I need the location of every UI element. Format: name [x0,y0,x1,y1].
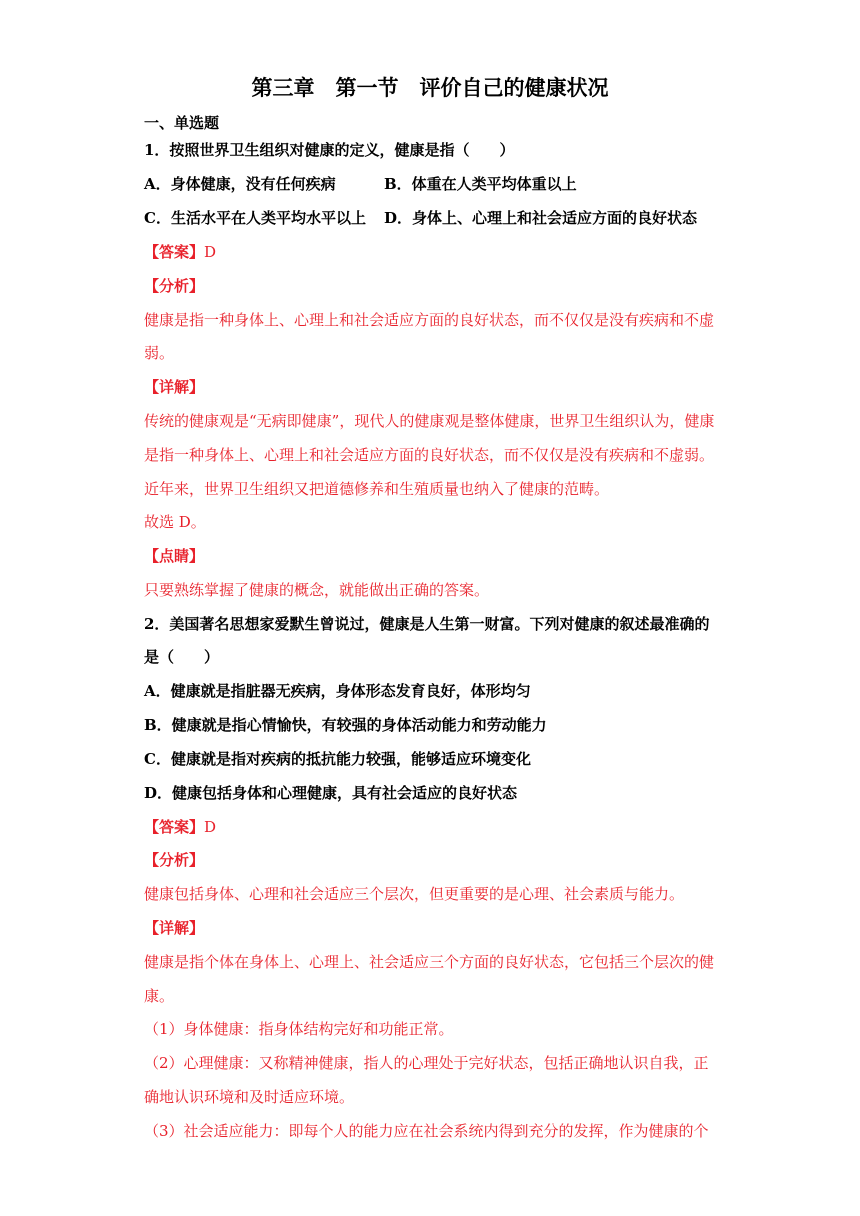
q2-point-3: （3）社会适应能力：即每个人的能力应在社会系统内得到充分的发挥，作为健康的个 [144,1122,709,1140]
q1-option-d: D．身体上、心理上和社会适应方面的良好状态 [384,209,698,227]
q1-option-c: C．生活水平在人类平均水平以上 [144,209,366,227]
q2-detail-line-1: 健康是指个体在身体上、心理上、社会适应三个方面的良好状态，它包括三个层次的健 [144,953,715,971]
q1-analysis-line-2: 弱。 [144,344,175,362]
q2-answer-value: D [204,818,217,836]
q1-detail-line-2: 是指一种身体上、心理上和社会适应方面的良好状态，而不仅仅是没有疾病和不虚弱。 [144,446,715,464]
q1-answer [144,241,724,263]
q2-point-1: （1）身体健康：指身体结构完好和功能正常。 [144,1020,454,1038]
q2-answer [144,816,724,838]
q1-stem: 1．按照世界卫生组织对健康的定义，健康是指（ ） [144,141,515,159]
q1-option-a: A．身体健康，没有任何疾病 [144,175,336,193]
q1-option-b: B．体重在人类平均体重以上 [384,175,577,193]
q2-option-d: D．健康包括身体和心理健康，具有社会适应的良好状态 [144,784,518,802]
q1-answer-value: D [204,243,217,261]
q2-detail-tag: 【详解】 [144,919,205,937]
q1-analysis-tag: 【分析】 [144,277,205,295]
q2-point-2-line-1: （2）心理健康：又称精神健康，指人的心理处于完好状态，包括正确地认识自我，正 [144,1054,709,1072]
q2-stem-line-2: 是（ ） [144,648,220,666]
q2-point-2-line-2: 确地认识环境和及时适应环境。 [144,1088,355,1106]
q2-analysis-tag: 【分析】 [144,851,205,869]
q2-stem-line-1: 2．美国著名思想家爱默生曾说过，健康是人生第一财富。下列对健康的叙述最准确的 [144,615,710,633]
q2-option-a: A．健康就是指脏器无疾病，身体形态发育良好，体形均匀 [144,682,531,700]
q1-comment: 只要熟练掌握了健康的概念，就能做出正确的答案。 [144,581,490,599]
q1-analysis-line-1: 健康是指一种身体上、心理上和社会适应方面的良好状态，而不仅仅是没有疾病和不虚 [144,311,715,329]
q2-option-b: B．健康就是指心情愉快，有较强的身体活动能力和劳动能力 [144,716,547,734]
q2-answer-tag: 【答案】 [144,818,205,836]
q1-options-row-1 [144,173,724,195]
q1-answer-tag: 【答案】 [144,243,205,261]
q2-analysis-line-1: 健康包括身体、心理和社会适应三个层次，但更重要的是心理、社会素质与能力。 [144,885,685,903]
q1-comment-tag: 【点睛】 [144,547,205,565]
q1-detail-line-3: 近年来，世界卫生组织又把道德修养和生殖质量也纳入了健康的范畴。 [144,480,610,498]
q1-detail-line-1: 传统的健康观是“无病即健康”，现代人的健康观是整体健康，世界卫生组织认为，健康 [144,412,715,430]
q2-detail-line-2: 康。 [144,987,175,1005]
q1-options-row-2 [144,207,724,229]
q1-choose: 故选 D。 [144,513,206,531]
q2-option-c: C．健康就是指对疾病的抵抗能力较强，能够适应环境变化 [144,750,531,768]
section-heading: 一、单选题 [144,114,220,132]
page-title: 第三章 第一节 评价自己的健康状况 [251,75,609,100]
q1-detail-tag: 【详解】 [144,378,205,396]
